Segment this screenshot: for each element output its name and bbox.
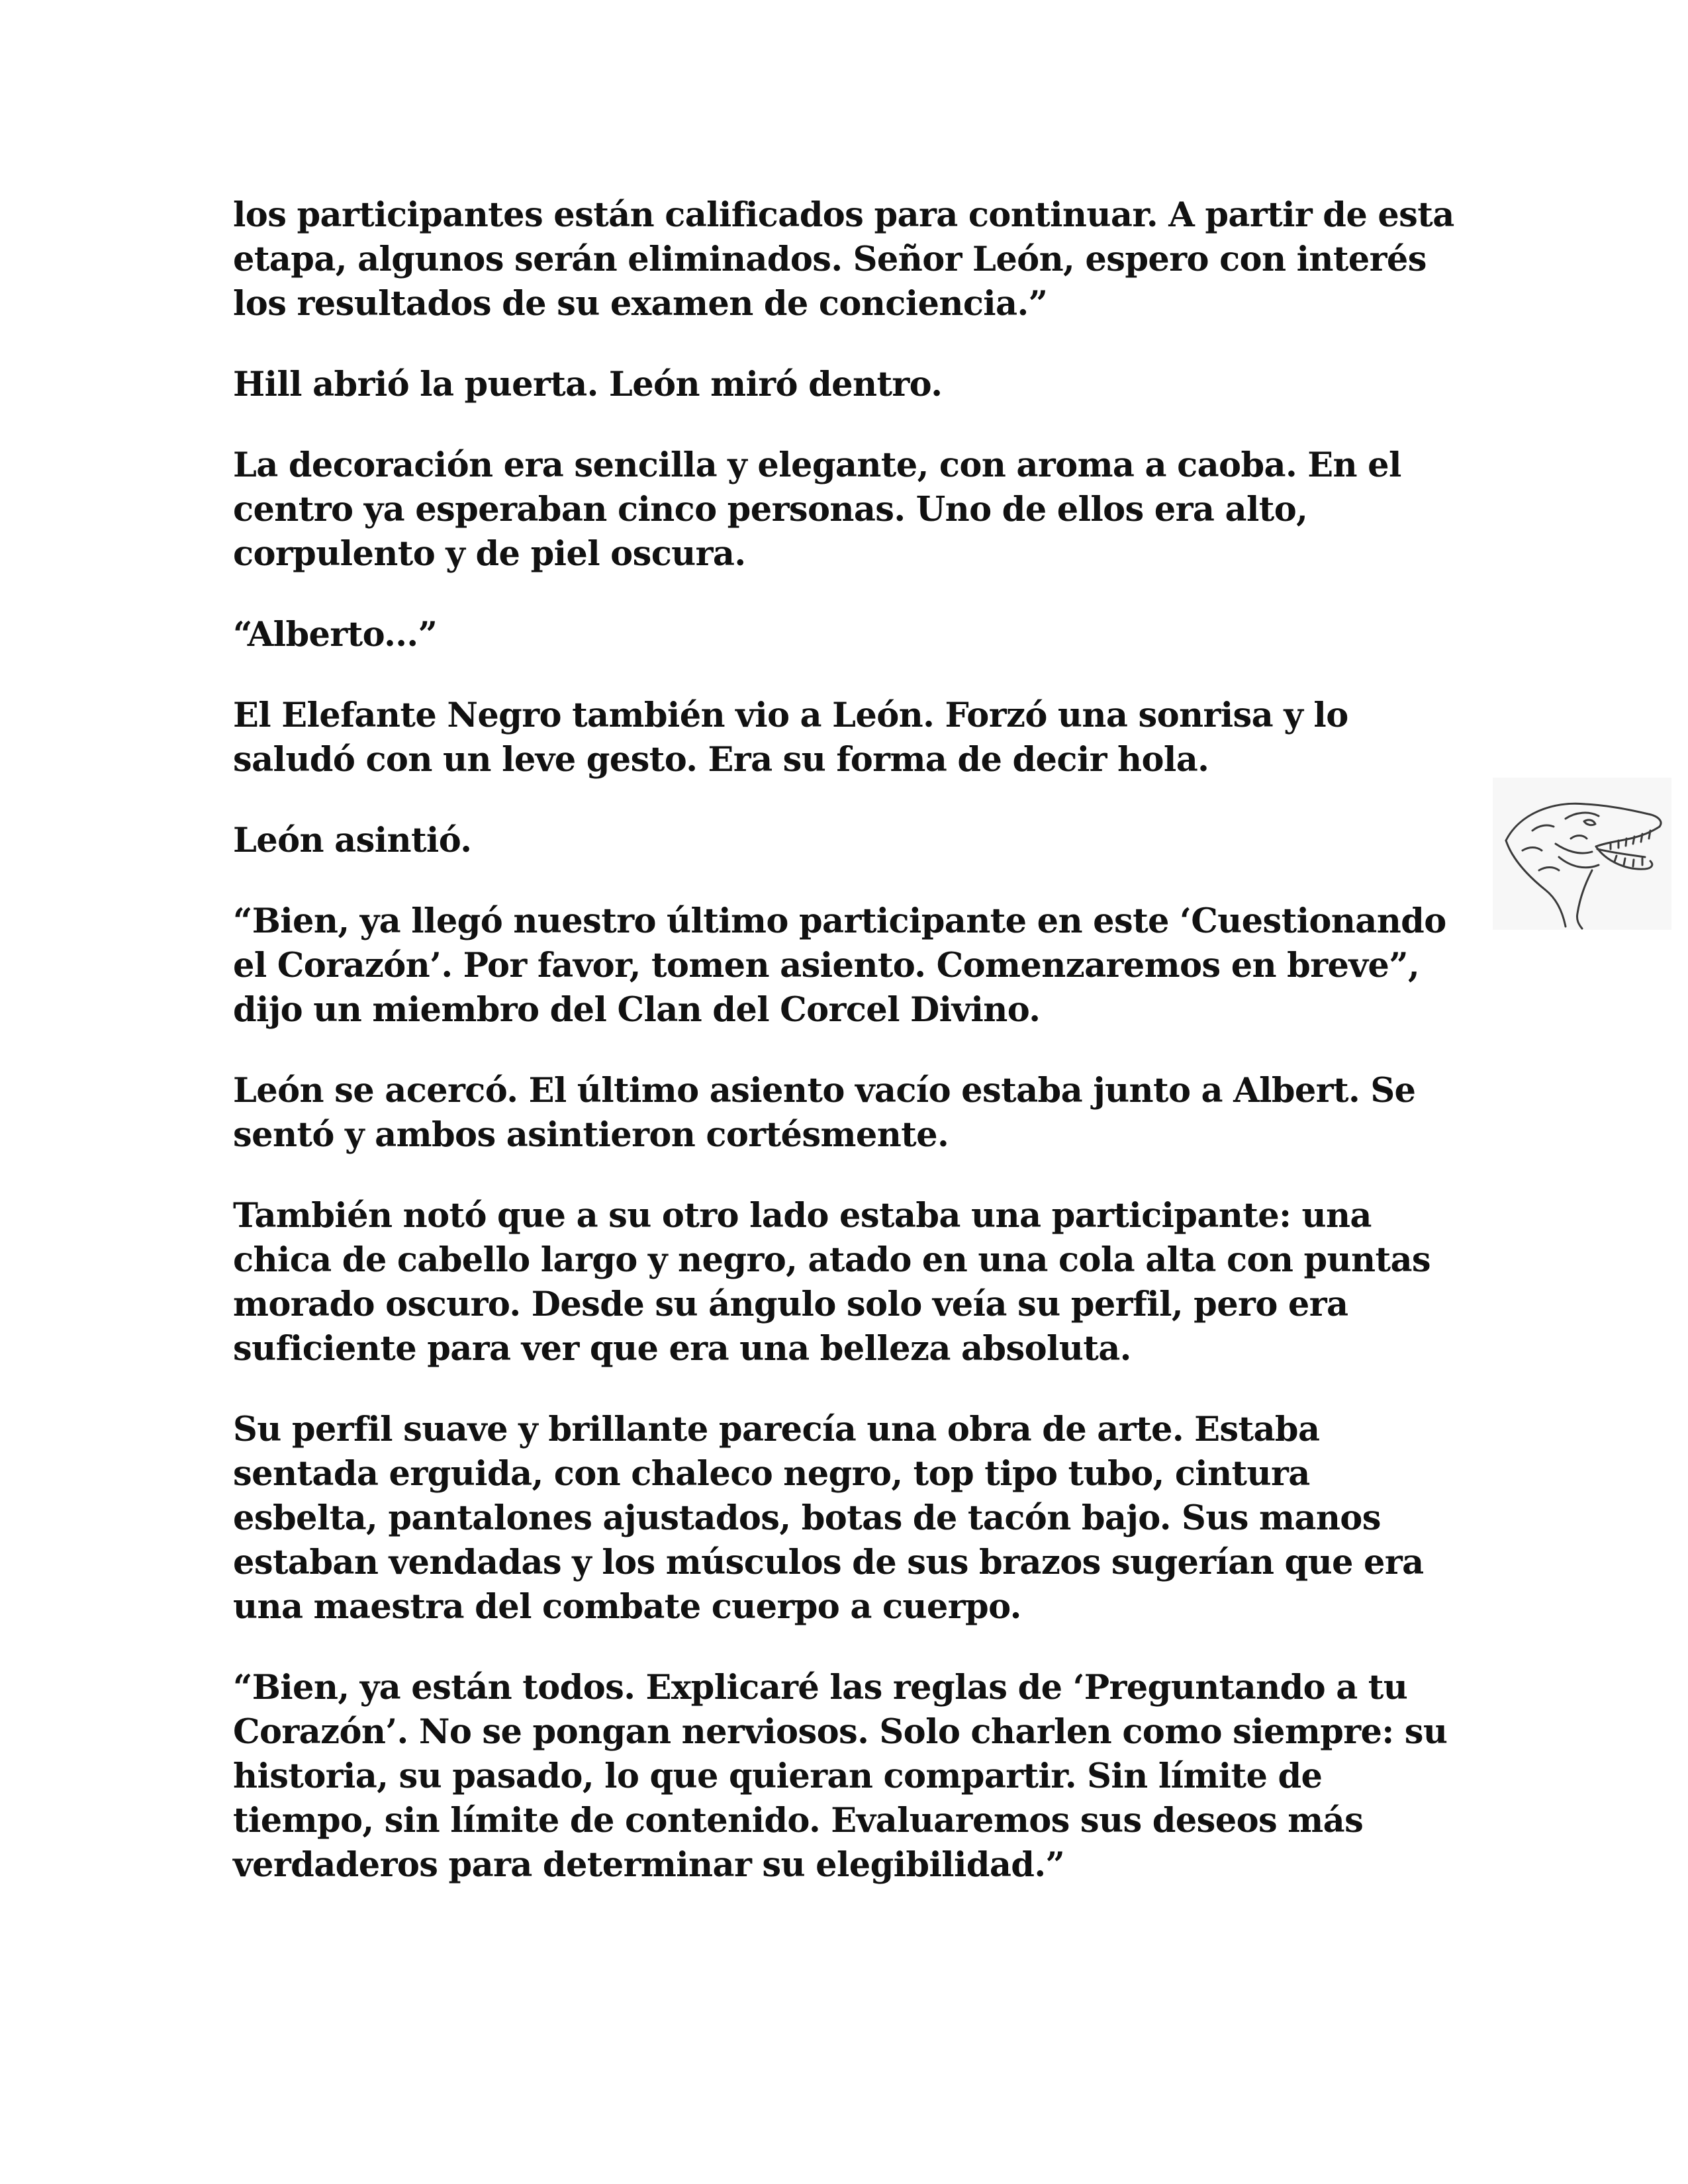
paragraph-3: La decoración era sencilla y elegante, con aroma a caoba. En el centro ya esperaban cinco personas. Uno de ellos era alto, corpulento y de piel oscura. (233, 445, 1401, 574)
paragraph-6: León asintió. (233, 821, 472, 860)
body-text (233, 193, 1458, 1924)
paragraph-7: “Bien, ya llegó nuestro último participante en este ‘Cuestionando el Corazón’. Por favor, tomen asiento. Comenzaremos en breve”, dijo un miembro del Clan del Corcel Divino. (233, 901, 1446, 1030)
paragraph-5: El Elefante Negro también vio a León. Forzó una sonrisa y lo saludó con un leve gesto. Era su forma de decir hola. (233, 696, 1348, 780)
paragraph-10: Su perfil suave y brillante parecía una obra de arte. Estaba sentada erguida, con chaleco negro, top tipo tubo, cintura esbelta, pantalones ajustados, botas de tacón bajo. Sus manos estaban vendadas y los músculos de sus brazos sugerían que era una maestra del combate cuerpo a cuerpo. (233, 1410, 1424, 1627)
paragraph-8: León se acercó. El último asiento vacío estaba junto a Albert. Se sentó y ambos asintieron cortésmente. (233, 1071, 1416, 1155)
paragraph-4: “Alberto...” (233, 615, 438, 655)
paragraph-9: También notó que a su otro lado estaba una participante: una chica de cabello largo y negro, atado en una cola alta con puntas morado oscuro. Desde su ángulo solo veía su perfil, pero era suficiente para ver que era una belleza absoluta. (233, 1196, 1431, 1369)
paragraph-1: los participantes están calificados para continuar. A partir de esta etapa, algunos serán eliminados. Señor León, espero con interés los resultados de su examen de conciencia.” (233, 195, 1454, 324)
paragraph-2: Hill abrió la puerta. León miró dentro. (233, 365, 943, 404)
paragraph-11: “Bien, ya están todos. Explicaré las reglas de ‘Preguntando a tu Corazón’. No se pongan nerviosos. Solo charlen como siempre: su historia, su pasado, lo que quieran compartir. Sin límite de tiempo, sin límite de contenido. Evaluaremos sus deseos más verdaderos para determinar su elegibilidad.” (233, 1668, 1448, 1885)
dinosaur-head-sketch-icon (1493, 778, 1671, 930)
